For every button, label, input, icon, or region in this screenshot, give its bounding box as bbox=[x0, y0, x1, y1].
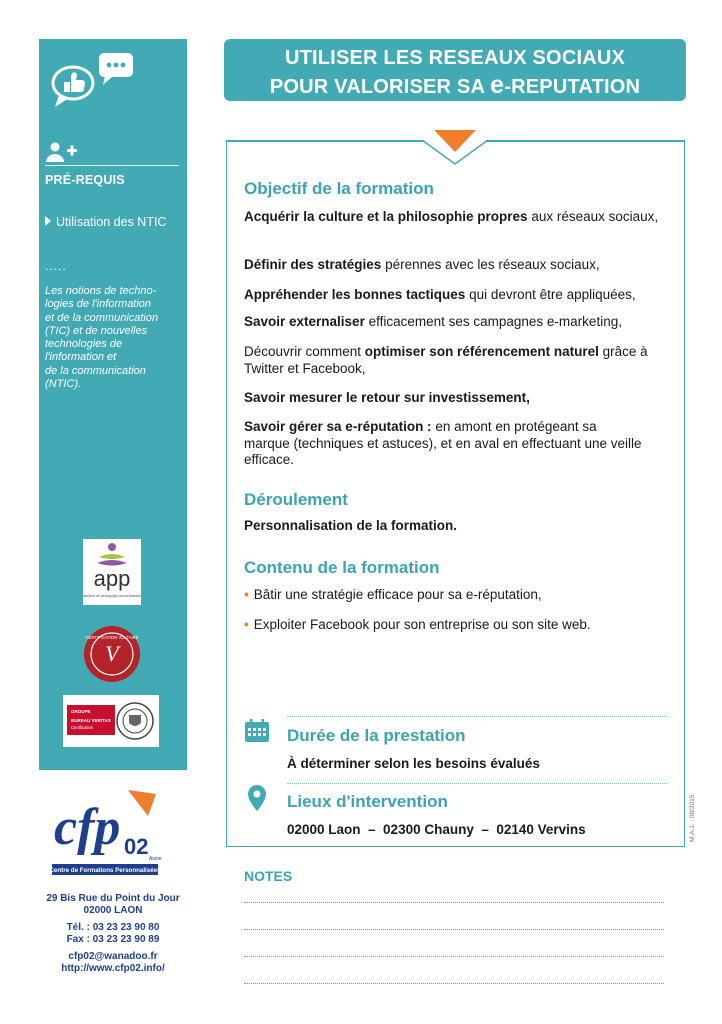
title-line1: UTILISER LES RESEAUX SOCIAUX bbox=[284, 47, 626, 69]
revision-date: M.A.J. : 08/2015 bbox=[689, 794, 696, 842]
duree-value: À déterminer selon les besoins évalués bbox=[287, 756, 540, 771]
email[interactable]: cfp02@wanadoo.fr bbox=[68, 951, 158, 963]
triangle-bullet-icon bbox=[45, 216, 51, 226]
deroulement-text: Personnalisation de la formation. bbox=[244, 518, 458, 533]
lieux-value: 02000 Laon – 02300 Chauny – 02140 Vervins bbox=[287, 822, 586, 837]
contenu-heading: Contenu de la formation bbox=[244, 558, 440, 577]
svg-text:Aisne: Aisne bbox=[149, 856, 162, 862]
objectif-item: Appréhender les bonnes tactiques qui devront être appliquées, bbox=[244, 287, 636, 302]
app-caption: ateliers de pédagogie personnalisée bbox=[83, 594, 141, 598]
list-item: • Bâtir une stratégie efficace pour sa e-réputation, bbox=[244, 587, 542, 602]
objectif-item: Découvrir comment optimiser son référencement naturel grâce à Twitter et Facebook, bbox=[244, 344, 648, 376]
cfp02-logo bbox=[49, 790, 162, 876]
svg-text:V: V bbox=[105, 641, 119, 666]
notes-line bbox=[244, 929, 664, 930]
notes-line bbox=[244, 983, 664, 984]
contact-address bbox=[39, 893, 187, 975]
app-logo-text: app bbox=[93, 566, 131, 591]
dotted-divider bbox=[287, 783, 667, 784]
objectif-heading: Objectif de la formation bbox=[244, 179, 434, 198]
notes-line bbox=[244, 956, 664, 957]
fax: Fax : 03 23 23 90 89 bbox=[66, 933, 160, 945]
address-city: 02000 LAON bbox=[83, 904, 143, 916]
phone: Tél. : 03 23 23 90 80 bbox=[66, 922, 160, 934]
sidebar-divider bbox=[45, 165, 179, 166]
voltaire-seal bbox=[83, 625, 141, 683]
bureau-veritas-badge bbox=[63, 695, 159, 747]
deroulement-heading: Déroulement bbox=[244, 490, 348, 509]
title-banner bbox=[224, 39, 686, 101]
list-item: • Exploiter Facebook pour son entreprise ou son site web. bbox=[244, 617, 591, 632]
title-line2: POUR VALORISER SA e-REPUTATION bbox=[269, 71, 641, 99]
objectif-item: Acquérir la culture et la philosophie propres aux réseaux sociaux, bbox=[244, 209, 659, 224]
objectif-item: Définir des stratégies pérennes avec les réseaux sociaux, bbox=[244, 257, 600, 272]
svg-text:02: 02 bbox=[124, 834, 149, 859]
add-user-icon bbox=[45, 141, 79, 163]
svg-text:Centre de Formations Personnal: Centre de Formations Personnalisées bbox=[49, 867, 161, 874]
lieux-heading: Lieux d'intervention bbox=[287, 792, 448, 811]
calendar-icon bbox=[244, 719, 270, 743]
location-pin-icon bbox=[247, 785, 267, 811]
svg-text:BUREAU VERITAS: BUREAU VERITAS bbox=[71, 718, 111, 723]
notes-heading: NOTES bbox=[244, 868, 293, 884]
prereq-item: Utilisation des NTIC bbox=[45, 215, 166, 229]
dotted-divider bbox=[287, 716, 667, 717]
svg-text:GROUPE: GROUPE bbox=[71, 709, 91, 714]
chat-dots-icon bbox=[99, 53, 133, 85]
prereq-title: PRÉ-REQUIS bbox=[45, 173, 125, 187]
voltaire-text: CERTIFICATION VOLTAIRE bbox=[85, 635, 139, 640]
website[interactable]: http://www.cfp02.info/ bbox=[61, 962, 165, 974]
social-icons bbox=[47, 49, 147, 113]
objectif-item: Savoir externaliser efficacement ses campagnes e-marketing, bbox=[244, 314, 622, 329]
prereq-note: Les notions de techno- logies de l'information et de la communication (TIC) et de nouvelles technologies de l'information et de la communication (NTIC). bbox=[45, 285, 159, 391]
thumbs-up-bubble-icon bbox=[53, 67, 93, 107]
notes-line bbox=[244, 902, 664, 903]
dots-separator: ..... bbox=[45, 259, 67, 273]
objectif-item: Savoir mesurer le retour sur investissement, bbox=[244, 390, 530, 405]
svg-text:Certification: Certification bbox=[71, 725, 94, 730]
duree-heading: Durée de la prestation bbox=[287, 726, 466, 745]
svg-text:cfp: cfp bbox=[54, 799, 121, 856]
chevron-down-icon bbox=[422, 130, 488, 166]
address-line: 29 Bis Rue du Point du Jour bbox=[46, 893, 180, 904]
app-logo bbox=[83, 539, 141, 605]
objectif-item: Savoir gérer sa e-réputation : en amont en protégeant sa marque (techniques et astuces), et en aval en effectuant une veille efficace. bbox=[244, 419, 642, 467]
sidebar bbox=[39, 39, 187, 770]
